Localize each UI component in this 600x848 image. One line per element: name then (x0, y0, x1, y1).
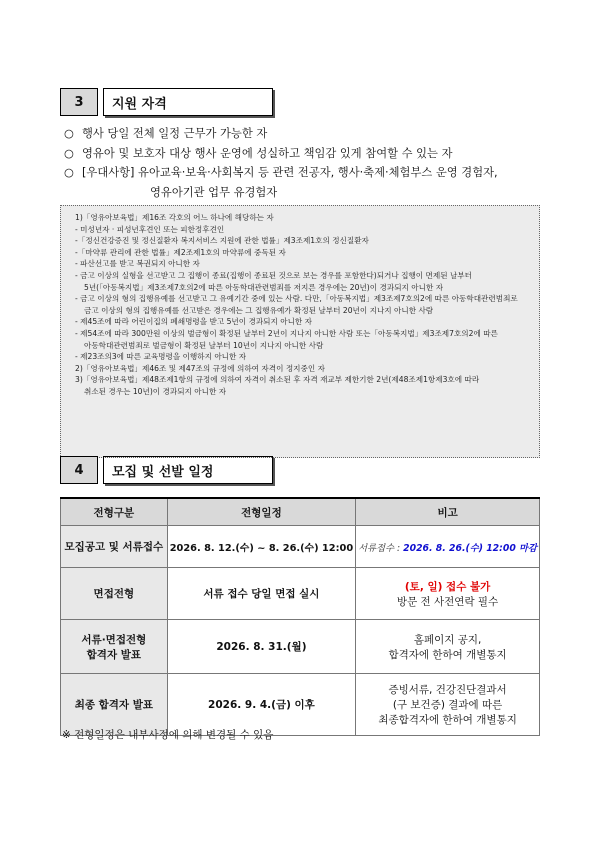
section-number: 3 (60, 88, 98, 116)
row-note: 홈페이지 공지, 합격자에 한하여 개별통지 (356, 620, 540, 674)
row-schedule: 2026. 8. 12.(수) ~ 8. 26.(수) 12:00 (167, 526, 355, 568)
row-note: 증빙서류, 건강진단결과서 (구 보건증) 결과에 따른 최종합격자에 한하여 개별통지 (356, 674, 540, 736)
note-line: 금고 이상의 형의 집행유예를 선고받은 경우에는 그 집행유예가 확정된 날부터 20년이 지나지 아니한 사람 (84, 305, 434, 315)
row-label: 서류·면접전형 합격자 발표 (61, 620, 168, 674)
note-line: 5년(「아동복지법」제3조제7호의2에 따른 아동학대관련범죄를 저지른 경우에는 20년)이 경과되지 아니한 자 (84, 282, 444, 292)
circle-bullet-icon: ○ (64, 166, 74, 179)
circle-bullet-icon: ○ (64, 127, 74, 140)
note-line: 3)「영유아보육법」제48조제1항의 규정에 의하여 자격이 취소된 후 자격 재교부 제한기한 2년(제48조제1항제3호에 따라 (75, 375, 480, 385)
table-header-row (61, 498, 540, 526)
note-line: 취소된 경우는 10년)이 경과되지 아니한 자 (84, 386, 227, 396)
note-line: - 금고 이상의 형의 집행유예를 선고받고 그 유예기간 중에 있는 사람. 다만,「아동복지법」제3조제7호의2에 따른 아동학대관련범죄로 (75, 294, 518, 304)
eligibility-list (64, 124, 498, 202)
note-line: - 미성년자 · 피성년후견인 또는 피한정후견인 (75, 224, 225, 234)
section-3-header (60, 88, 273, 116)
section-number: 4 (60, 456, 98, 484)
column-header: 전형구분 (61, 498, 168, 526)
list-item: ○ 행사 당일 전체 일정 근무가 가능한 자 (64, 124, 498, 144)
row-schedule: 2026. 9. 4.(금) 이후 (167, 674, 355, 736)
table-row (61, 526, 540, 568)
row-label: 모집공고 및 서류접수 (61, 526, 168, 568)
row-label: 최종 합격자 발표 (61, 674, 168, 736)
note-line: -「마약류 관리에 관한 법률」제2조제1호의 마약류에 중독된 자 (75, 247, 286, 257)
section-4-header (60, 456, 273, 484)
row-schedule: 2026. 8. 31.(월) (167, 620, 355, 674)
table-row (61, 568, 540, 620)
note-line: - 파산선고를 받고 복권되지 아니한 자 (75, 259, 200, 269)
table-row (61, 620, 540, 674)
list-item: ○ [우대사항] 유아교육·보육·사회복지 등 관련 전공자, 행사·축제·체험부스 운영 경험자, (64, 163, 498, 183)
note-line: - 제23조의3에 따른 교육명령을 이행하지 아니한 자 (75, 352, 247, 362)
note-line: 1)「영유아보육법」제16조 각호의 어느 하나에 해당하는 자 (75, 213, 274, 222)
row-schedule: 서류 접수 당일 면접 실시 (167, 568, 355, 620)
list-item-continuation: 영유아기관 업무 유경험자 (150, 185, 278, 199)
disqualification-notes (60, 205, 540, 458)
section-title: 지원 자격 (103, 88, 273, 116)
note-line: - 제45조에 따라 어린이집의 폐쇄명령을 받고 5년이 경과되지 아니한 자 (75, 317, 313, 327)
section-title: 모집 및 선발 일정 (103, 456, 273, 484)
note-line: -「정신건강증진 및 정신질환자 복지서비스 지원에 관한 법률」제3조제1호의 정신질환자 (75, 236, 369, 246)
note-line: 아동학대관련범죄로 벌금형이 확정된 날부터 10년이 지나지 아니한 사람 (84, 340, 324, 350)
schedule-table (60, 497, 540, 736)
list-item: ○ 영유아 및 보호자 대상 행사 운영에 성실하고 책임감 있게 참여할 수 있는 자 (64, 144, 498, 164)
note-line: - 제54조에 따라 300만원 이상의 벌금형이 확정된 날부터 2년이 지나지 아니한 사람 또는「아동복지법」제3조제7호의2에 따른 (75, 328, 498, 338)
row-note: 서류접수 : 2026. 8. 26.(수) 12:00 마감 (356, 526, 540, 568)
row-label: 면접전형 (61, 568, 168, 620)
column-header: 전형일정 (167, 498, 355, 526)
note-line: 2)「영유아보육법」제46조 및 제47조의 규정에 의하여 자격이 정지중인 자 (75, 363, 325, 373)
column-header: 비고 (356, 498, 540, 526)
circle-bullet-icon: ○ (64, 146, 74, 160)
schedule-footnote: ※ 전형일정은 내부사정에 의해 변경될 수 있음 (62, 729, 274, 741)
note-line: - 금고 이상의 실형을 선고받고 그 집행이 종료(집행이 종료된 것으로 보는 경우를 포함한다)되거나 집행이 면제된 날부터 (75, 270, 472, 280)
row-note: (토, 일) 접수 불가 방문 전 사전연락 필수 (356, 568, 540, 620)
